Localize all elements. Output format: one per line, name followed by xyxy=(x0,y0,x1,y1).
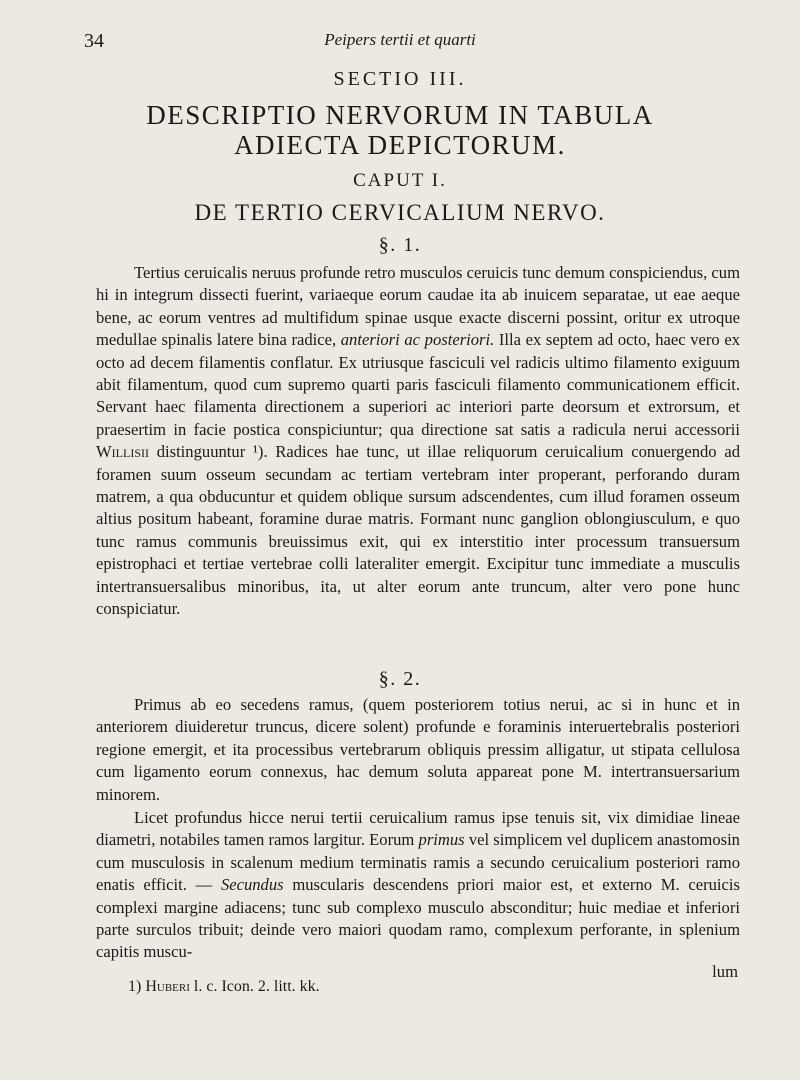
section-title-line-1: DESCRIPTIO NERVORUM IN TABULA xyxy=(146,100,654,130)
section-heading: SECTIO III. xyxy=(333,68,467,90)
running-header xyxy=(0,30,800,54)
catchword: lum xyxy=(712,962,738,981)
paragraph-1-text-c: distinguuntur ¹). Radices hae tunc, ut illae reliquorum ceruicalium conuergendo ad foramen suum osseum secundam ac tertiam vertebram inter properant, perforando duram matrem, a qua obducuntur et quidem oblique sursum adscendentes, cum illud foramen osseum altius positum habeant, foramine durae matris. Formant nunc ganglion oblongiusculum, e quo tunc ramus communis breuissimus exit, qui ex interstitio inter processum transuersum epistrophaci et tertiae vertebrae colli lateraliter emergit. Excipitur tunc immediate a musculis intertransuersalibus minoribus, ita, ut alter eorum ante truncum, alter vero pone hunc conspiciatur. xyxy=(96,442,740,619)
chapter-title: DE TERTIO CERVICALIUM NERVO. xyxy=(194,200,606,225)
author-name-willisii: Willisii xyxy=(96,442,149,462)
paragraph-mark-1: §. 1. xyxy=(378,234,422,256)
paragraph-3-italic-secundus: Secundus xyxy=(220,875,284,895)
running-title: Peipers tertii et quarti xyxy=(324,30,476,49)
footnote-marker: 1) xyxy=(128,978,142,995)
paragraph-1 xyxy=(96,262,740,621)
paragraph-3-italic-primus: primus xyxy=(418,830,465,850)
paragraph-3-text-c: muscularis descendens priori maior est, et externo M. ceruicis complexi margine adiacens; tunc sub complexo musculo absconditur; huic mediae et inferiori parte surculos tribuit; deinde vero maiori quodam ramo, complexum perforante, in splenium capitis muscu- xyxy=(96,875,740,962)
paragraph-mark-2: §. 2. xyxy=(378,668,422,690)
paragraph-2: Primus ab eo secedens ramus, (quem posteriorem totius nerui, ac si in hunc et in anteriorem diuideretur truncus, dicere solent) profunde e foraminis interuertebralis posteriori regione emergit, et ita processibus vertebrarum obliquis pressim alligatur, ut stipata cellulosa cum ligamento eorum connexus, hac demum soluta appareat pone M. intertransuersarium minorem. xyxy=(96,695,740,804)
footnote-text: l. c. Icon. 2. litt. kk. xyxy=(189,978,320,995)
paragraph-1-text-a: Tertius ceruicalis neruus profunde retro musculos ceruicis tunc demum conspiciendus, cum hi in integrum dissecti fuerint, variaeque eorum caudae ita ab inuicem separatae, ut eae aeque bene, ac eorum ventres ad multifidum spinae usque exacte discerni possint, oritur ex utroque medullae spinalis latere bina radice, xyxy=(96,263,740,350)
chapter-number: CAPUT I. xyxy=(353,170,447,191)
paragraph-1-text-b: Illa ex septem ad octo, haec vero ex octo ad decem filamentis conflatur. Ex utriusque fasciculi vel radicis ultimo filamento exiguum abit filamentum, quod cum supremo quarti paris fasciculi filamento communicationem efficit. Servant haec filamenta directionem a superiori ac interiori parte deorsum et extrorsum, et praesertim in facie postica conspiciuntur; qua directione sat satis a radicula nerui accessorii xyxy=(96,330,740,439)
section-title-line-2: ADIECTA DEPICTORUM. xyxy=(234,130,566,160)
page-number: 34 xyxy=(84,30,104,52)
paragraph-3-text-b: vel simplicem vel duplicem anastomosin cum musculosis in scalenum medium terminatis ramis a secundo ceruicalium posteriori ramo enatis efficit. — xyxy=(96,830,740,895)
footnote xyxy=(128,978,320,996)
footnote-author: Huberi xyxy=(145,978,190,995)
paragraph-3 xyxy=(96,807,740,964)
paragraph-3-text-a: Licet profundus hicce nerui tertii ceruicalium ramus ipse tenuis sit, vix dimidiae lineae diametri, notabiles tamen ramos largitur. Eorum xyxy=(96,808,740,850)
paragraph-1-italic: anteriori ac posteriori. xyxy=(340,330,495,350)
